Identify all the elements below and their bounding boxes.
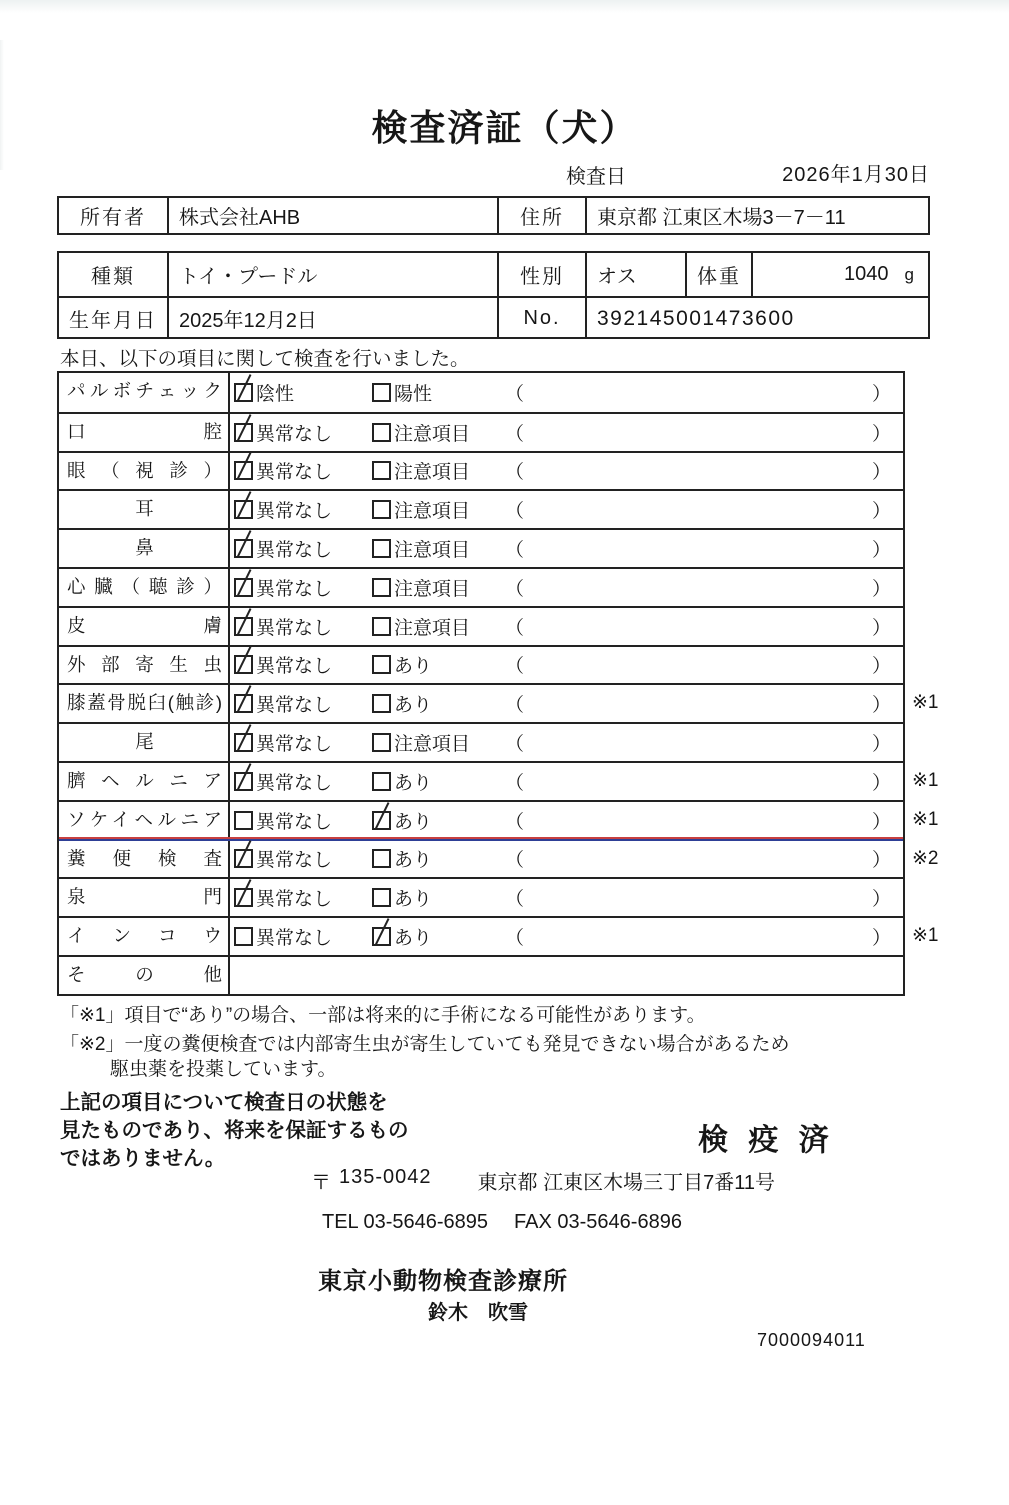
checkbox-icon — [234, 927, 253, 946]
remarks-paren-open: （ — [505, 734, 525, 756]
exam-item-label: 外部寄生虫 — [59, 647, 230, 684]
owner-label: 所有者 — [80, 207, 146, 229]
exam-option-label: 陰性 — [256, 383, 295, 405]
exam-option-label: 注意項目 — [394, 734, 471, 756]
exam-row-options — [230, 918, 903, 955]
exam-option-label: あり — [394, 889, 433, 911]
exam-option — [372, 768, 505, 795]
exam-row-options — [230, 530, 903, 567]
exam-item-label: 泉門 — [59, 879, 230, 916]
exam-option-label: あり — [394, 850, 433, 872]
remarks-paren-open: （ — [505, 423, 525, 445]
checkbox-checked-icon — [234, 849, 253, 868]
exam-row-options — [230, 373, 903, 412]
remarks-paren-open: （ — [505, 695, 525, 717]
clinic-fax: FAX 03-5646-6896 — [514, 1211, 682, 1233]
exam-item-label: パルボチェック — [59, 373, 230, 412]
remarks-paren-close: ） — [871, 462, 891, 484]
exam-option — [234, 535, 372, 562]
exam-option — [234, 496, 372, 523]
checkbox-checked-icon — [372, 927, 391, 946]
postal-mark-icon: 〒 — [311, 1172, 331, 1194]
exam-option — [234, 923, 372, 950]
exam-option — [372, 457, 505, 484]
remarks-paren-close: ） — [871, 501, 891, 523]
owner-value: 株式会社AHB — [167, 198, 497, 233]
checkbox-icon — [372, 772, 391, 791]
footnote-2-continued: 駆虫薬を投薬しています。 — [110, 1059, 337, 1080]
exam-option-label: 注意項目 — [394, 540, 471, 562]
remarks-paren-close: ） — [871, 811, 891, 833]
remarks-paren-close: ） — [871, 383, 891, 405]
exam-row — [59, 722, 903, 761]
remarks-paren-open: （ — [505, 889, 525, 911]
breed-label: 種類 — [91, 266, 135, 288]
checkbox-checked-icon — [234, 423, 253, 442]
remarks-paren-close: ） — [871, 656, 891, 678]
exam-row-options — [230, 879, 903, 916]
address-value: 東京都 江東区木場3－7－11 — [585, 198, 928, 233]
checkbox-icon — [372, 423, 391, 442]
exam-option — [372, 690, 505, 717]
exam-option — [234, 807, 372, 834]
number-label: No. — [497, 298, 585, 339]
checkbox-checked-icon — [234, 772, 253, 791]
exam-option — [234, 845, 372, 872]
exam-option — [372, 419, 505, 446]
row-reference-note: ※2 — [912, 847, 939, 869]
checkbox-icon — [372, 578, 391, 597]
exam-row — [59, 567, 903, 606]
remarks-paren-open: （ — [505, 850, 525, 872]
exam-row — [59, 916, 939, 955]
exam-item-label: 眼（視診） — [59, 453, 230, 490]
remarks-paren-open: （ — [505, 656, 525, 678]
remarks-paren-close: ） — [871, 578, 891, 600]
checkbox-checked-icon — [372, 811, 391, 830]
disclaimer-line-2: 見たものであり、将来を保証するもの — [60, 1119, 409, 1142]
breed-value: トイ・プードル — [167, 253, 497, 296]
exam-option-label: 異常なし — [256, 811, 333, 833]
checkbox-icon — [372, 500, 391, 519]
exam-option — [234, 768, 372, 795]
exam-row-options — [230, 802, 903, 839]
checkbox-icon — [372, 888, 391, 907]
exam-option-label: 注意項目 — [394, 462, 471, 484]
weight-unit: g — [904, 264, 914, 284]
number-value: 392145001473600 — [585, 298, 928, 339]
weight-label: 体重 — [685, 253, 751, 296]
exam-option — [372, 923, 505, 950]
row-reference-note: ※1 — [912, 925, 939, 947]
clinic-postal-line — [311, 1166, 775, 1195]
checkbox-icon — [372, 461, 391, 480]
exam-item-label: 耳 — [59, 491, 230, 528]
exam-item-label: インコウ — [59, 918, 230, 955]
exam-item-label: 鼻 — [59, 530, 230, 567]
exam-row-options — [230, 569, 903, 606]
exam-option-label: 異常なし — [256, 501, 333, 523]
exam-option — [372, 379, 505, 406]
exam-row-options — [230, 763, 903, 800]
remarks-paren-close: ） — [871, 695, 891, 717]
document-title: 検査済証（犬） — [371, 107, 638, 148]
inspection-date-value: 2026年1月30日 — [782, 164, 930, 186]
checkbox-icon — [372, 849, 391, 868]
remarks-paren-open: （ — [505, 617, 525, 639]
exam-row-options — [230, 608, 903, 645]
disclaimer-line-1: 上記の項目について検査日の状態を — [60, 1091, 388, 1114]
remarks-paren-open: （ — [505, 772, 525, 794]
exam-item-label: 糞便検査 — [59, 841, 230, 878]
exam-item-label: 心臓（聴診） — [59, 569, 230, 606]
exam-option — [372, 613, 505, 640]
checkbox-checked-icon — [234, 578, 253, 597]
exam-option-label: 陽性 — [394, 383, 433, 405]
exam-row — [59, 606, 903, 645]
exam-option-label: 異常なし — [256, 850, 333, 872]
exam-row — [59, 800, 939, 839]
intro-text: 本日、以下の項目に関して検査を行いました。 — [60, 348, 470, 370]
row-reference-note: ※1 — [912, 808, 939, 830]
exam-option-label: 異常なし — [256, 617, 333, 639]
exam-row-options — [230, 724, 903, 761]
exam-option-label: あり — [394, 811, 433, 833]
checkbox-checked-icon — [234, 888, 253, 907]
exam-row — [59, 761, 939, 800]
exam-item-label: 膝蓋骨脱臼(触診) — [59, 685, 230, 722]
exam-option-label: 異常なし — [256, 889, 333, 911]
clinic-name: 東京小動物検査診療所 — [318, 1268, 568, 1295]
exam-option-label: あり — [394, 772, 433, 794]
exam-option — [234, 729, 372, 756]
sex-label: 性別 — [497, 253, 585, 296]
exam-row-options — [230, 957, 903, 994]
checkbox-icon — [372, 733, 391, 752]
exam-row-options — [230, 647, 903, 684]
checkbox-icon — [372, 655, 391, 674]
exam-row — [59, 528, 903, 567]
remarks-paren-close: ） — [871, 850, 891, 872]
exam-option-label: 異常なし — [256, 462, 333, 484]
exam-option — [372, 651, 505, 678]
exam-option — [234, 457, 372, 484]
exam-item-label: 臍ヘルニア — [59, 763, 230, 800]
exam-option-label: あり — [394, 656, 433, 678]
checkbox-checked-icon — [234, 383, 253, 402]
checkbox-checked-icon — [234, 733, 253, 752]
weight-value — [751, 253, 928, 296]
exam-option — [372, 574, 505, 601]
exam-item-label: 尾 — [59, 724, 230, 761]
exam-row — [59, 451, 903, 490]
exam-option — [234, 379, 372, 406]
veterinarian-name: 鈴木 吹雪 — [428, 1302, 528, 1324]
scan-edge-artifact — [0, 0, 1009, 13]
exam-row-options — [230, 841, 903, 878]
exam-row — [59, 412, 903, 451]
inspection-date-label: 検査日 — [566, 166, 626, 188]
checkbox-icon — [234, 811, 253, 830]
exam-option — [234, 651, 372, 678]
checkbox-icon — [372, 539, 391, 558]
checkbox-icon — [372, 617, 391, 636]
exam-row-options — [230, 414, 903, 451]
exam-row — [59, 955, 903, 994]
exam-option-label: 異常なし — [256, 695, 333, 717]
remarks-paren-close: ） — [871, 772, 891, 794]
exam-row — [59, 839, 939, 878]
remarks-paren-close: ） — [871, 540, 891, 562]
exam-option — [372, 496, 505, 523]
clinic-tel-line — [322, 1211, 682, 1234]
exam-item-label: その他 — [59, 957, 230, 994]
checkbox-icon — [372, 694, 391, 713]
remarks-paren-open: （ — [505, 540, 525, 562]
birthdate-label: 生年月日 — [69, 310, 157, 332]
remarks-paren-open: （ — [505, 501, 525, 523]
weight-number: 1040 — [844, 263, 889, 285]
footnote-2: 「※2」一度の糞便検査では内部寄生虫が寄生していても発見できない場合があるため — [60, 1034, 790, 1055]
exam-row — [59, 489, 903, 528]
checkbox-checked-icon — [234, 694, 253, 713]
birthdate-value: 2025年12月2日 — [167, 298, 497, 339]
exam-option-label: あり — [394, 695, 433, 717]
exam-option — [234, 884, 372, 911]
exam-item-label: 口腔 — [59, 414, 230, 451]
exam-option-label: 異常なし — [256, 578, 333, 600]
exam-option — [372, 729, 505, 756]
exam-row-options — [230, 685, 903, 722]
quarantine-stamp: 検 疫 済 — [698, 1124, 835, 1157]
exam-row — [59, 683, 939, 722]
exam-row-options — [230, 453, 903, 490]
exam-option-label: 異常なし — [256, 540, 333, 562]
remarks-paren-open: （ — [505, 578, 525, 600]
exam-option-label: 異常なし — [256, 772, 333, 794]
remarks-paren-close: ） — [871, 734, 891, 756]
info-table — [57, 251, 930, 339]
exam-option — [234, 574, 372, 601]
remarks-paren-close: ） — [871, 423, 891, 445]
checkbox-icon — [372, 383, 391, 402]
owner-table — [57, 196, 930, 235]
remarks-paren-close: ） — [871, 617, 891, 639]
clinic-tel: TEL 03-5646-6895 — [322, 1211, 489, 1233]
remarks-paren-open: （ — [505, 462, 525, 484]
disclaimer-line-3: ではありません。 — [60, 1147, 226, 1170]
document-code: 7000094011 — [757, 1330, 866, 1350]
exam-row — [59, 373, 903, 412]
checkbox-checked-icon — [234, 617, 253, 636]
postal-code: 135-0042 — [339, 1166, 432, 1188]
exam-option-label: 注意項目 — [394, 617, 471, 639]
sex-value: オス — [585, 253, 685, 296]
exam-option-label: 注意項目 — [394, 578, 471, 600]
checkbox-checked-icon — [234, 539, 253, 558]
exam-option — [372, 535, 505, 562]
exam-option — [372, 807, 505, 834]
exam-option — [372, 884, 505, 911]
exam-option — [372, 845, 505, 872]
address-label: 住所 — [497, 198, 585, 233]
exam-option-label: 異常なし — [256, 928, 333, 950]
exam-option-label: 異常なし — [256, 734, 333, 756]
row-reference-note: ※1 — [912, 769, 939, 791]
remarks-paren-open: （ — [505, 811, 525, 833]
exam-option — [234, 613, 372, 640]
exam-table — [57, 371, 939, 996]
exam-option-label: 注意項目 — [394, 501, 471, 523]
checkbox-checked-icon — [234, 500, 253, 519]
checkbox-checked-icon — [234, 461, 253, 480]
exam-option-label: 異常なし — [256, 423, 333, 445]
exam-option — [234, 690, 372, 717]
remarks-paren-close: ） — [871, 889, 891, 911]
exam-row — [59, 645, 903, 684]
row-reference-note: ※1 — [912, 692, 939, 714]
footnote-1: 「※1」項目で“あり”の場合、一部は将来的に手術になる可能性があります。 — [60, 1005, 706, 1026]
clinic-address: 東京都 江東区木場三丁目7番11号 — [477, 1172, 775, 1194]
exam-option-label: 異常なし — [256, 656, 333, 678]
remarks-paren-close: ） — [871, 928, 891, 950]
exam-row-options — [230, 491, 903, 528]
exam-item-label: ソケイヘルニア — [59, 802, 230, 839]
remarks-paren-open: （ — [505, 928, 525, 950]
exam-option-label: あり — [394, 928, 433, 950]
checkbox-checked-icon — [234, 655, 253, 674]
exam-option — [234, 419, 372, 446]
remarks-paren-open: （ — [505, 383, 525, 405]
exam-row — [59, 877, 903, 916]
exam-option-label: 注意項目 — [394, 423, 471, 445]
exam-item-label: 皮膚 — [59, 608, 230, 645]
